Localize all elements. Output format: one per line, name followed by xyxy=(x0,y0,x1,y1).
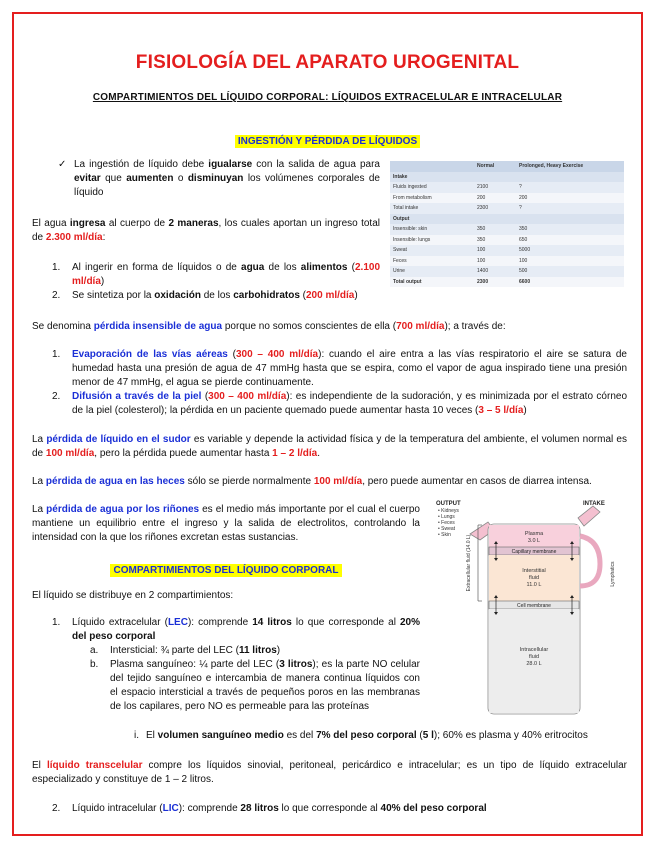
output-item: • Feces xyxy=(438,520,455,526)
table-row xyxy=(390,214,624,225)
intake-intro: El agua ingresa al cuerpo de 2 maneras, los cuales aportan un ingreso total de 2.300 ml/día: xyxy=(32,218,380,243)
intracellular-volume: 28.0 L xyxy=(526,661,542,667)
interstitial-volume: 11.0 L xyxy=(526,582,542,588)
table-cell-normal: 200 xyxy=(474,193,516,204)
interstitial-item: Intersticial: ¾ parte del LEC (11 litros) xyxy=(110,645,281,656)
transcellular-paragraph: El líquido transcelular compre los líquidos sinovial, peritoneal, pericárdico e intracelular; es un tipo de líquido extracelular especializado y constituye de 1 – 2 litros. xyxy=(32,760,627,785)
table-cell-exercise: ? xyxy=(516,182,624,193)
blood-volume-item: El volumen sanguíneo medio es del 7% del peso corporal (5 l); 60% es plasma y 40% eritrocitos xyxy=(146,730,588,741)
table-cell-label: From metabolism xyxy=(390,193,474,204)
table-cell-label: Feces xyxy=(390,256,474,267)
table-cell-normal: 2100 xyxy=(474,182,516,193)
table-cell-exercise: 6600 xyxy=(516,277,624,288)
list-item: Se sintetiza por la oxidación de los carbohidratos (200 ml/día) xyxy=(72,290,358,301)
table-cell-normal: 2300 xyxy=(474,203,516,214)
table-row xyxy=(390,224,624,235)
output-item: • Skin xyxy=(438,532,451,538)
table-cell-normal: 350 xyxy=(474,235,516,246)
table-cell-normal: 100 xyxy=(474,245,516,256)
feces-loss-paragraph: La pérdida de agua en las heces sólo se pierde normalmente 100 ml/día, pero puede aumentar en casos de diarrea intensa. xyxy=(32,476,592,487)
sweat-loss-paragraph: La pérdida de líquido en el sudor es variable y depende la actividad física y de la temperatura del ambiente, el volumen normal es de 100 ml/día, pero la pérdida puede aumentar hasta 1 – 2 l/día. xyxy=(32,434,627,459)
table-cell-label: Output xyxy=(390,214,474,225)
list-number: 2. xyxy=(52,290,61,301)
table-cell-normal xyxy=(474,172,516,183)
plasma-label: Plasma xyxy=(524,531,544,537)
table-header: Prolonged, Heavy Exercise xyxy=(516,161,624,172)
table-cell-label: Fluids ingested xyxy=(390,182,474,193)
table-cell-label: Total output xyxy=(390,277,474,288)
intracellular-label-2: fluid xyxy=(528,654,540,660)
table-row xyxy=(390,235,624,246)
ecf-label: Extracellular fluid (14.0 L) xyxy=(466,534,472,592)
table-cell-exercise: 5000 xyxy=(516,245,624,256)
output-item: • Sweat xyxy=(438,526,456,532)
table-row xyxy=(390,193,624,204)
interstitial-label-2: fluid xyxy=(528,575,540,581)
table-cell-exercise: 500 xyxy=(516,266,624,277)
list-letter: a. xyxy=(90,645,99,656)
table-cell-exercise: ? xyxy=(516,203,624,214)
table-cell-label: Insensible: lungs xyxy=(390,235,474,246)
section-heading-intake: INGESTIÓN Y PÉRDIDA DE LÍQUIDOS xyxy=(0,131,655,149)
plasma-volume: 3.0 L xyxy=(527,538,541,544)
list-letter: b. xyxy=(90,659,99,670)
list-roman: i. xyxy=(134,730,139,741)
table-cell-label: Insensible: skin xyxy=(390,224,474,235)
table-cell-exercise: 100 xyxy=(516,256,624,267)
table-cell-exercise xyxy=(516,172,624,183)
table-cell-normal: 2300 xyxy=(474,277,516,288)
insensible-loss-intro: Se denomina pérdida insensible de agua porque no somos conscientes de ella (700 ml/día); a través de: xyxy=(32,321,506,332)
intake-output-table xyxy=(390,161,624,287)
table-row xyxy=(390,266,624,277)
insensible-item-skin: Difusión a través de la piel (300 – 400 ml/día): es independiente de la sudoración, y es minimizada por el estrato córneo de la piel (colesterol); la pérdida en un paciente quemado puede aumentar hasta 10 veces (3 – 5 l/día) xyxy=(72,391,628,416)
table-cell-exercise: 200 xyxy=(516,193,624,204)
table-cell-exercise: 650 xyxy=(516,235,624,246)
list-number: 1. xyxy=(52,349,61,360)
output-item: • Lungs xyxy=(438,514,455,520)
intake-tube xyxy=(578,506,600,526)
list-number: 1. xyxy=(52,617,61,628)
list-item: Al ingerir en forma de líquidos o de agua de los alimentos (2.100 ml/día) xyxy=(72,262,381,287)
list-number: 1. xyxy=(52,262,61,273)
table-row xyxy=(390,172,624,183)
interstitial-label: Interstitial xyxy=(522,568,546,574)
table-cell-normal: 1400 xyxy=(474,266,516,277)
page-title: FISIOLOGÍA DEL APARATO UROGENITAL xyxy=(135,52,520,73)
insensible-item-airway: Evaporación de las vías aéreas (300 – 400 ml/día): cuando el aire entra a las vías respiratorio el aire se satura de humedad hasta una presión de agua de 47 mmHg hasta que se espira, como el vapor de agua inspirado tiene una presión menor de 47 mmHg, el agua se pierde continuamente. xyxy=(72,349,627,388)
check-icon: ✓ xyxy=(58,159,67,170)
table-header xyxy=(390,161,474,172)
list-number: 2. xyxy=(52,803,61,814)
table-row xyxy=(390,245,624,256)
table-cell-label: Sweat xyxy=(390,245,474,256)
list-number: 2. xyxy=(52,391,61,402)
compartments-intro: El líquido se distribuye en 2 compartimientos: xyxy=(32,590,234,601)
table-cell-normal xyxy=(474,214,516,225)
table-cell-label: Total intake xyxy=(390,203,474,214)
page-subtitle: COMPARTIMIENTOS DEL LÍQUIDO CORPORAL: LÍQUIDOS EXTRACELULAR E INTRACELULAR xyxy=(92,92,563,103)
lymphatics-loop xyxy=(580,536,600,586)
output-title: OUTPUT xyxy=(436,501,461,507)
table-row xyxy=(390,256,624,267)
table-cell-exercise xyxy=(516,214,624,225)
table-row xyxy=(390,203,624,214)
check-bullet-text: La ingestión de líquido debe igualarse con la salida de agua para evitar que aumenten o disminuyan los volúmenes corporales de líquido xyxy=(74,159,380,198)
table-header: Normal xyxy=(474,161,516,172)
intracellular-label: Intracellular xyxy=(519,647,549,653)
table-cell-label: Urine xyxy=(390,266,474,277)
table-row xyxy=(390,182,624,193)
capillary-membrane-label: Capillary membrane xyxy=(511,549,557,555)
table-cell-normal: 100 xyxy=(474,256,516,267)
output-item: • Kidneys xyxy=(438,508,459,514)
ecf-item: Líquido extracelular (LEC): comprende 14 litros lo que corresponde al 20% del peso corporal xyxy=(72,617,421,642)
kidney-loss-paragraph: La pérdida de agua por los riñones es el medio más importante por el cual el cuerpo mantiene un equilibrio entre el ingreso y la salida de electrolitos, controlando la intensidad con la que los riñones excretan estas sustancias. xyxy=(32,504,420,543)
table-row xyxy=(390,277,624,288)
intake-label: INTAKE xyxy=(583,501,605,507)
cell-membrane-label: Cell membrane xyxy=(517,603,551,609)
plasma-item: Plasma sanguíneo: ¼ parte del LEC (3 litros); es la parte NO celular del tejido sanguíneo e intercambia de manera continua líquidos con el espacio intersticial a través de pequeños poros en las membranas de los capilares, pero NO es permeable para las proteínas xyxy=(110,659,420,712)
lymphatics-label: Lymphatics xyxy=(610,561,616,587)
icf-item: Líquido intracelular (LIC): comprende 28 litros lo que corresponde al 40% del peso corporal xyxy=(72,803,487,814)
table-cell-exercise: 350 xyxy=(516,224,624,235)
section-heading-compartments: COMPARTIMIENTOS DEL LÍQUIDO CORPORAL xyxy=(32,560,420,578)
fluid-compartments-diagram xyxy=(428,494,634,720)
table-cell-normal: 350 xyxy=(474,224,516,235)
table-cell-label: Intake xyxy=(390,172,474,183)
